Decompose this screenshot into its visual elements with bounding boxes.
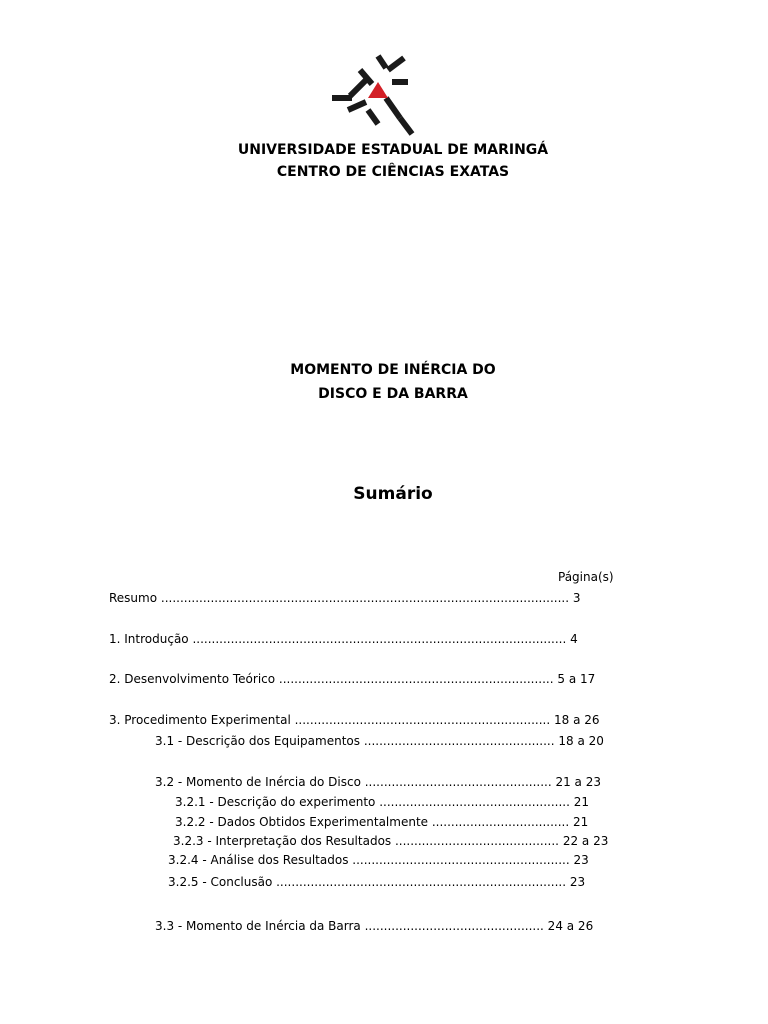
toc-entry: Resumo ........................................................................................................... 3 bbox=[109, 591, 581, 605]
toc-heading: Sumário bbox=[353, 484, 433, 504]
toc-entry: 3.3 - Momento de Inércia da Barra ............................................... 24 a 26 bbox=[155, 919, 594, 933]
toc-entry: 3.2 - Momento de Inércia do Disco ................................................. 21 a 23 bbox=[155, 775, 601, 789]
toc-entry: 1. Introdução .................................................................................................. 4 bbox=[109, 632, 578, 646]
university-logo bbox=[328, 50, 416, 138]
toc-entry: 3. Procedimento Experimental ................................................................... 18 a 26 bbox=[109, 713, 600, 727]
report-title-line1: MOMENTO DE INÉRCIA DO bbox=[290, 362, 496, 378]
university-name: UNIVERSIDADE ESTADUAL DE MARINGÁ bbox=[237, 142, 549, 158]
toc-entry: 2. Desenvolvimento Teórico ........................................................................ 5 a 17 bbox=[109, 672, 596, 686]
toc-entry: 3.2.5 - Conclusão ............................................................................ 23 bbox=[168, 875, 586, 889]
toc-entry: 3.2.1 - Descrição do experimento .................................................. 21 bbox=[175, 795, 589, 809]
report-title-line2: DISCO E DA BARRA bbox=[318, 386, 468, 402]
toc-entry: 3.2.2 - Dados Obtidos Experimentalmente .................................... 21 bbox=[175, 815, 589, 829]
toc-entry: 3.1 - Descrição dos Equipamentos .................................................. 18 a 20 bbox=[155, 734, 604, 748]
toc-entry: 3.2.4 - Análise dos Resultados ......................................................... 23 bbox=[168, 853, 589, 867]
toc-entry: 3.2.3 - Interpretação dos Resultados ........................................... 22 a 23 bbox=[173, 834, 609, 848]
toc-page-column-label: Página(s) bbox=[558, 570, 614, 584]
center-name: CENTRO DE CIÊNCIAS EXATAS bbox=[276, 164, 510, 180]
